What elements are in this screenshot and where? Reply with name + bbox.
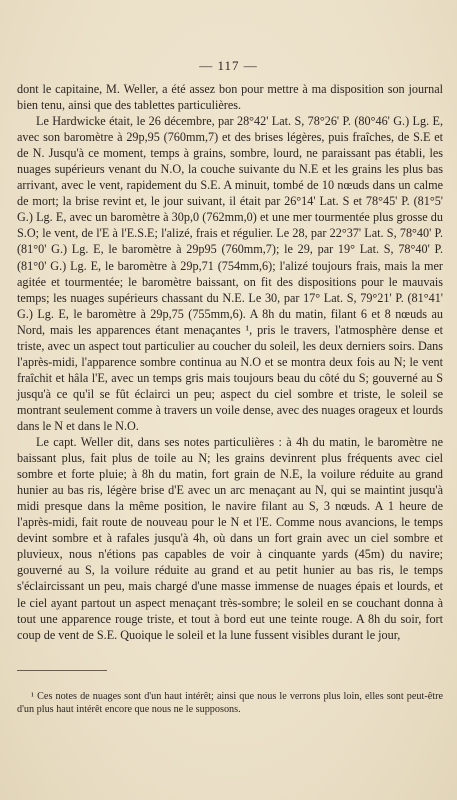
body-text bbox=[17, 81, 443, 643]
page-number: — 117 — bbox=[199, 58, 258, 73]
paragraph-weller-notes: Le capt. Weller dit, dans ses notes particulières : à 4h du matin, le baromètre ne baissant plus, fait plus de toile au N; les grains devinrent plus fréquents avec ciel sombre et forte pluie; à 8h du matin, fort grain de N.E, la voilure réduite au grand hunier au bas ris, légère brise d'E avec un arc menaçant au N, qui se maintint jusqu'à midi presque dans la même position, le navire filant au S, 3 nœuds. A 1 heure de l'après-midi, fait route de nouveau pour le N et l'E. Comme nous avancions, le temps devint sombre et à rafales jusqu'à 4h, où dans un fort grain avec un ciel sombre et pluvieux, nous n'étions pas capables de voir à cinquante yards (45m) du navire; gouverné au S, la voilure réduite au grand et au petit hunier au bas ris, le temps s'éclaircissant un peu, mais chargé d'une masse immense de nuages épais et lourds, et le ciel ayant partout un aspect menaçant très-sombre; le soleil en se couchant donna à tout une apparence rouge triste, et tout à bord eut une teinte rouge. A 8h du soir, fort coup de vent de S.E. Quoique le soleil et la lune fussent visibles durant le jour, bbox=[17, 435, 443, 642]
footnote-divider bbox=[17, 670, 107, 671]
footnote: ¹ Ces notes de nuages sont d'un haut intérêt; ainsi que nous le verrons plus loin, elles sont peut-être d'un plus haut intérêt encore que nous ne le supposons. bbox=[17, 691, 443, 715]
paragraph-hardwicke-log: Le Hardwicke était, le 26 décembre, par 28°42' Lat. S, 78°26' P. (80°46' G.) Lg. E, avec son baromètre à 29p,95 (760mm,7) et des brises légères, puis fraîches, de S.E et de N. Jusqu'à ce moment, temps à grains, sombre, lourd, ne paraissant pas établi, les nuages supérieurs venant du N.O, la couche suivante du N.E et les grains les plus bas arrivant, avec le vent, rapidement du S.E. A minuit, tombé de 10 nœuds dans un calme de mort; la brise revint et, le jour suivant, il était par 26°14' Lat. S et 78°45' P. (81°5' G.) Lg. E, avec un baromètre à 30p,0 (762mm,0) et une mer tourmentée plus grosse du S.O; le vent, de l'E à l'E.S.E; l'alizé, frais et régulier. Le 28, par 22°37' Lat. S, 78°40' P. (81°0' G.) Lg. E, le baromètre à 29p95 (760mm,7); le 29, par 19° Lat. S, 78°40' P. (81°0' G.) Lg. E, le baromètre à 29p,71 (754mm,6); l'alizé toujours frais, mais la mer agitée et tourmentée; le baromètre baissant, on fit des dispositions pour le mauvais temps; les nuages supérieurs chassant du N.E. Le 30, par 17° Lat. S, 79°21' P. (81°41' G.) Lg. E, le baromètre à 29p,75 (755mm,6). A 8h du matin, filant 6 et 8 nœuds au Nord, mais les apparences étant menaçantes ¹, pris le travers, l'atmosphère dense et triste, avec un aspect tout particulier au coucher du soleil, les deux derniers soirs. Dans l'après-midi, l'apparence sombre continua au N.O et se montra deux fois au N; le vent fraîchit et hâla l'E, avec un temps gris mais toujours beau du côté du S; gouverné au S jusqu'à ce qu'il se fût éclairci un peu; aspect du ciel sombre et triste, le soleil se montrant seulement comme à travers un voile dense, avec des nuages orageux et lourds dans le N et dans le N.O. bbox=[17, 114, 443, 433]
paragraph-continuation: dont le capitaine, M. Weller, a été assez bon pour mettre à ma disposition son journal bien tenu, ainsi que des tablettes particulières. bbox=[17, 82, 443, 113]
